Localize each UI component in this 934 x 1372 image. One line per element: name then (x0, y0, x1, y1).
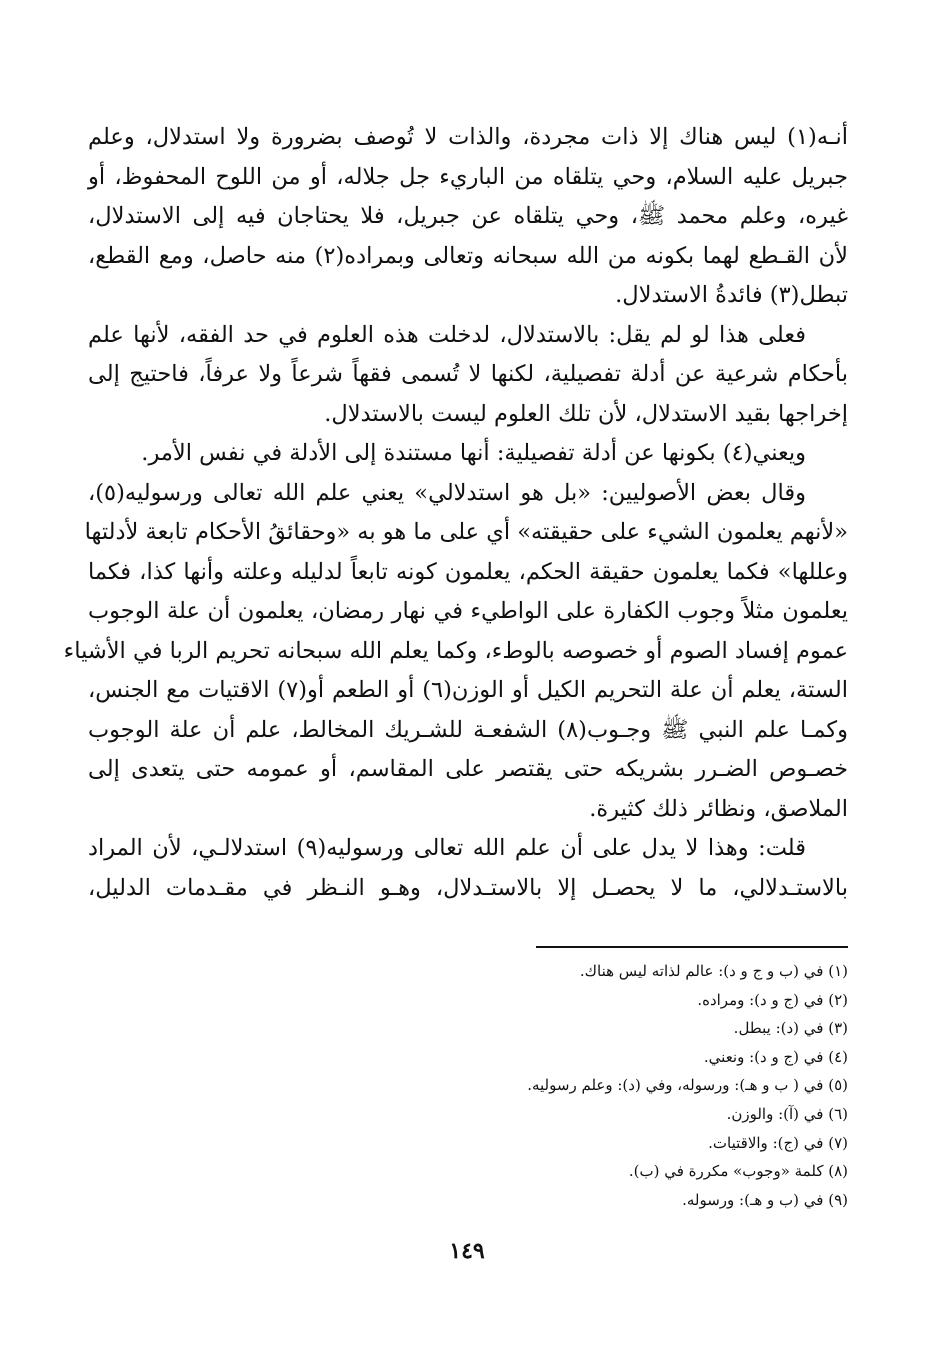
footnotes (88, 957, 848, 1214)
footnote: (٢) في (ج و د): ومراده. (697, 990, 848, 1009)
footnote: (٣) في (د): يبطل. (733, 1019, 848, 1038)
text-line: وعللها» فكما يعلمون حقيقة الحكم، يعلمون كونه تابعاً لدليله وعلته وأنها كذا، فكما (88, 558, 848, 585)
text-line: وقال بعض الأصوليين: «بل هو استدلالي» يعني علم الله تعالى ورسوليه(٥)، (88, 479, 806, 506)
text-line: لأن القـطع لهما بكونه من الله سبحانه وتعالى وبمراده(٢) منه حاصل، ومع القطع، (88, 242, 848, 269)
text-line: الملاصق، ونظائر ذلك كثيرة. (589, 795, 848, 822)
footnote: (٤) في (ج و د): ونعني. (703, 1047, 848, 1066)
text-line: غيره، وعلم محمد ﷺ، وحي يتلقاه عن جبريل، فلا يحتاجان فيه إلى الاستدلال، (88, 203, 848, 229)
text-line: قلت: وهذا لا يدل على أن علم الله تعالى ورسوليه(٩) استدلالـي، لأن المراد (88, 835, 807, 861)
text-line: بالاستـدلالي، ما لا يحصـل إلا بالاستـدلال، وهـو النـظر في مقـدمات الدليل، (88, 874, 848, 901)
text-line: عموم إفساد الصوم أو خصوصه بالوطء، وكما يعلم الله سبحانه تحريم الربا في الأشياء (63, 637, 848, 664)
text-line: خصـوص الضـرر بشريكه حتى يقتصر على المقاسم، أو عمومه حتى يتعدى إلى (88, 756, 848, 782)
text-line: إخراجها بقيد الاستدلال، لأن تلك العلوم ليست بالاستدلال. (324, 400, 848, 427)
text-line: وكمـا علم النبي ﷺ وجـوب(٨) الشفعـة للشـريك المخالط، علم أن علة الوجوب (88, 716, 848, 743)
text-line: تبطل(٣) فائدةُ الاستدلال. (615, 282, 848, 308)
footnote: (٦) في (آ): والوزن. (726, 1104, 848, 1123)
footnote: (٥) في ( ب و هـ): ورسوله، وفي (د): وعلم رسوليه. (527, 1076, 848, 1095)
text-line: أنـه(١) ليس هناك إلا ذات مجردة، والذات لا تُوصف بضرورة ولا استدلال، وعلم (88, 124, 848, 150)
footnote: (٧) في (ج): والاقتيات. (708, 1133, 848, 1152)
main-text (63, 118, 849, 908)
text-line: جبريل عليه السلام، وحي يتلقاه من الباريء جل جلاله، أو من اللوح المحفوظ، أو (88, 163, 848, 190)
page-number: ١٤٩ (449, 1238, 485, 1264)
footnote-separator (536, 946, 848, 948)
footnote: (١) في (ب و ج و د): عالم لذاته ليس هناك. (579, 962, 848, 980)
footnote: (٨) كلمة «وجوب» مكررة في (ب). (628, 1162, 848, 1181)
text-line: «لأنهم يعلمون الشيء على حقيقته» أي على ما هو به «وحقائقُ الأحكام تابعة لأدلتها (84, 519, 848, 545)
text-line: ويعني(٤) بكونها عن أدلة تفصيلية: أنها مستندة إلى الأدلة في نفس الأمر. (141, 440, 806, 466)
text-line: الستة، يعلم أن علة التحريم الكيل أو الوزن(٦) أو الطعم أو(٧) الاقتيات مع الجنس، (88, 677, 849, 703)
text-line: فعلى هذا لو لم يقل: بالاستدلال، لدخلت هذه العلوم في حد الفقه، لأنها علم (88, 321, 806, 348)
text-line: بأحكام شرعية عن أدلة تفصيلية، لكنها لا تُسمى فقهاً شرعاً ولا عرفاً، فاحتيج إلى (88, 361, 848, 387)
footnote: (٩) في (ب و هـ): ورسوله. (682, 1190, 848, 1209)
text-line: يعلمون مثلاً وجوب الكفارة على الواطيء في نهار رمضان، يعلمون أن علة الوجوب (88, 598, 848, 624)
